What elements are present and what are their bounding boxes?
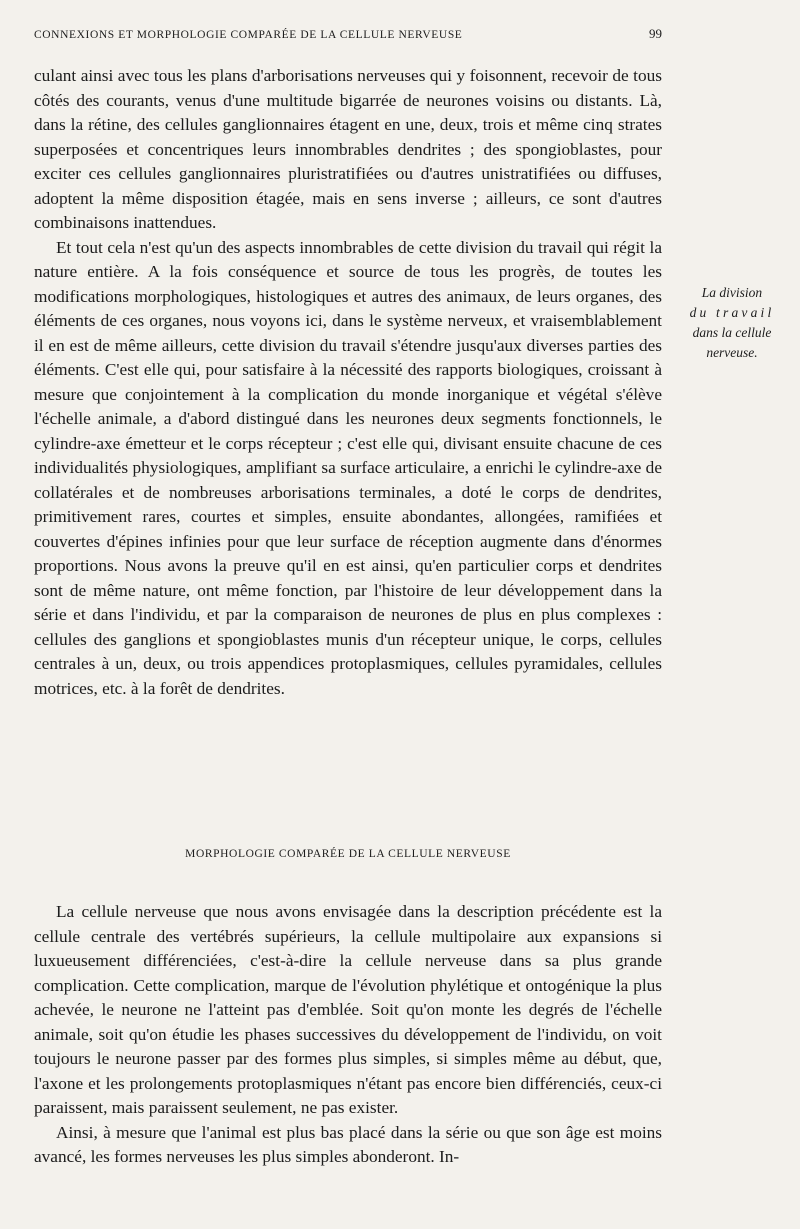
paragraph: La cellule nerveuse que nous avons envisagée dans la description précédente est la cellule centrale des vertébrés supérieurs, la cellule multipolaire aux expansions si luxueusement différenciées, c'est-à-dire la cellule nerveuse dans sa plus grande complication. Cette complication, marque de l'évolution phylétique et ontogénique la plus achevée, le neurone ne l'atteint pas d'emblée. Soit qu'on monte les degrés de l'échelle animale, soit qu'on étudie les phases successives du développement de l'individu, on voit toujours le neurone passer par des formes plus simples, si simples même au début, que, l'axone et les prolongements protoplasmiques n'étant pas encore bien différenciés, ceux-ci paraissent, mais paraissent seulement, ne pas exister. [34, 902, 662, 1117]
text-block-bottom [34, 900, 662, 1170]
margin-note-line: La division [701, 285, 763, 300]
margin-note [680, 283, 784, 363]
section-title: MORPHOLOGIE COMPARÉE DE LA CELLULE NERVEUSE [185, 848, 511, 860]
margin-note-line: dans la cellule [692, 325, 772, 340]
margin-note-line: nerveuse. [706, 345, 758, 360]
running-head [34, 26, 662, 42]
paragraph: culant ainsi avec tous les plans d'arborisations nerveuses qui y foisonnent, recevoir de tous côtés des courants, venus d'une multitude bigarrée de neurones voisins ou distants. Là, dans la rétine, des cellules ganglionnaires étagent en une, deux, trois et même cinq strates superposées et concentriques leurs innombrables dendrites ; des spongioblastes, pour exciter ces cellules ganglionnaires pluristratifiées ou d'autres unistratifiées ou diffuses, adoptent la même disposition étagée, mais en sens inverse ; ailleurs, ce sont d'autres combinaisons inattendues. [34, 66, 662, 232]
margin-note-line: du travail [689, 305, 775, 320]
paragraph: Ainsi, à mesure que l'animal est plus bas placé dans la série ou que son âge est moins avancé, les formes nerveuses les plus simples abonderont. In- [34, 1122, 662, 1166]
text-block-top [34, 64, 662, 701]
paragraph: Et tout cela n'est qu'un des aspects innombrables de cette division du travail qui régit la nature entière. A la fois conséquence et source de tous les progrès, de toutes les modifications morphologiques, histologiques et autres des animaux, de leurs organes, des éléments de ces organes, nous voyons ici, dans le système nerveux, et vraisemblablement il en est de même ailleurs, cette division du travail s'étendre jusqu'aux diverses parties des éléments. C'est elle qui, pour satisfaire à la nécessité des rapports biologiques, croissant à mesure que conjointement à la complication du monde inorganique et végétal s'élève l'échelle animale, a d'abord distingué dans les neurones deux segments fonctionnels, le cylindre-axe émetteur et le corps récepteur ; c'est elle qui, divisant ensuite chacune de ces individualités physiologiques, amplifiant sa surface articulaire, a enrichi le cylindre-axe de collatérales et de nombreuses arborisations terminales, a doté le corps de dendrites, primitivement rares, courtes et simples, ensuite abondantes, allongées, ramifiées et couvertes d'épines infinies pour que leur surface de réception augmente dans d'énormes proportions. Nous avons la preuve qu'il en est ainsi, qu'en particulier corps et dendrites sont de même nature, ont même fonction, par l'histoire de leur développement dans la série et dans l'individu, et par la comparaison de neurones de plus en plus complexes : cellules des ganglions et spongioblastes munis d'un récepteur unique, le corps, cellules centrales à un, deux, ou trois appendices protoplasmiques, cellules pyramidales, cellules motrices, etc. à la forêt de dendrites. [34, 237, 662, 698]
running-title: CONNEXIONS ET MORPHOLOGIE COMPARÉE DE LA CELLULE NERVEUSE [34, 29, 463, 41]
page-number: 99 [649, 26, 662, 41]
